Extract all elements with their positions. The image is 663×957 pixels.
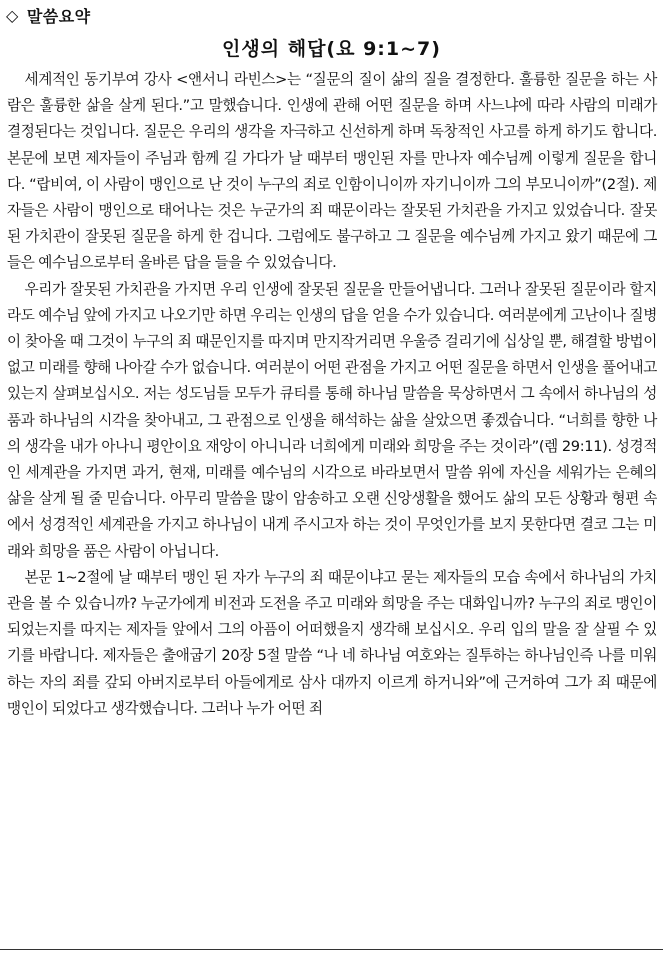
sermon-body <box>7 67 657 722</box>
bottom-divider <box>0 949 663 950</box>
paragraph: 우리가 잘못된 가치관을 가지면 우리 인생에 잘못된 질문을 만들어냅니다. 그러나 잘못된 질문이라 할지라도 예수님 앞에 가지고 나오기만 하면 우리는 인생의 답을 얻을 수가 있습니다. 여러분에게 고난이나 질병이 찾아올 때 그것이 누구의 죄 때문인지를 따지며 만지작거리면 우울증 걸리기에 십상일 뿐, 해결할 방법이 없고 미래를 향해 나아갈 수가 없습니다. 여러분이 어떤 관점을 가지고 어떤 질문을 하면서 인생을 풀어내고 있는지 살펴보십시오. 저는 성도님들 모두가 큐티를 통해 하나님 말씀을 묵상하면서 그 속에서 하나님의 성품과 하나님의 시각을 찾아내고, 그 관점으로 인생을 해석하는 삶을 살았으면 좋겠습니다. “너희를 향한 나의 생각을 내가 아나니 평안이요 재앙이 아니니라 너희에게 미래와 희망을 주는 것이라”(렘 29:11). 성경적인 세계관을 가지면 과거, 현재, 미래를 예수님의 시각으로 바라보면서 말씀 위에 자신을 세워가는 은혜의 삶을 살게 될 줄 믿습니다. 아무리 말씀을 많이 암송하고 오랜 신앙생활을 했어도 삶의 모든 상황과 형편 속에서 성경적인 세계관을 가지고 하나님이 내게 주시고자 하는 것이 무엇인가를 보지 못한다면 결코 그는 미래와 희망을 품은 사람이 아닙니다. <box>7 280 657 560</box>
diamond-icon: ◇ <box>6 6 19 25</box>
paragraph: 세계적인 동기부여 강사 <앤서니 라빈스>는 “질문의 질이 삶의 질을 결정한다. 훌륭한 질문을 하는 사람은 훌륭한 삶을 살게 된다.”고 말했습니다. 인생에 관해 어떤 질문을 하며 사느냐에 따라 사람의 미래가 결정된다는 것입니다. 질문은 우리의 생각을 자극하고 신선하게 하며 독창적인 사고를 하게 하기도 합니다. 본문에 보면 제자들이 주님과 함께 길 가다가 날 때부터 맹인된 자를 만나자 예수님께 이렇게 질문을 합니다. “랍비여, 이 사람이 맹인으로 난 것이 누구의 죄로 인함이니이까 자기니이까 그의 부모니이까”(2절). 제자들은 사람이 맹인으로 태어나는 것은 누군가의 죄 때문이라는 잘못된 가치관을 가지고 있었습니다. 잘못된 가치관이 잘못된 질문을 하게 한 겁니다. 그럼에도 불구하고 그 질문을 예수님께 가지고 왔기 때문에 그들은 예수님으로부터 올바른 답을 들을 수 있었습니다. <box>7 71 657 272</box>
section-label: 말씀요약 <box>26 7 91 26</box>
section-header <box>6 4 91 27</box>
sermon-title: 인생의 해답(요 9:1~7) <box>222 38 441 60</box>
paragraph: 본문 1~2절에 날 때부터 맹인 된 자가 누구의 죄 때문이냐고 묻는 제자들의 모습 속에서 하나님의 가치관을 볼 수 있습니까? 누군가에게 비전과 도전을 주고 미래와 희망을 주는 대화입니까? 누구의 죄로 맹인이 되었는지를 따지는 제자들 앞에서 그의 아픔이 어떠했을지 생각해 보십시오. 우리 입의 말을 잘 살필 수 있기를 바랍니다. 제자들은 출애굽기 20장 5절 말씀 “나 네 하나님 여호와는 질투하는 하나님인즉 나를 미워하는 자의 죄를 갚되 아버지로부터 아들에게로 삼사 대까지 이르게 하거니와”에 근거하여 그가 죄 때문에 맹인이 되었다고 생각했습니다. 그러나 누가 어떤 죄 <box>7 568 657 717</box>
